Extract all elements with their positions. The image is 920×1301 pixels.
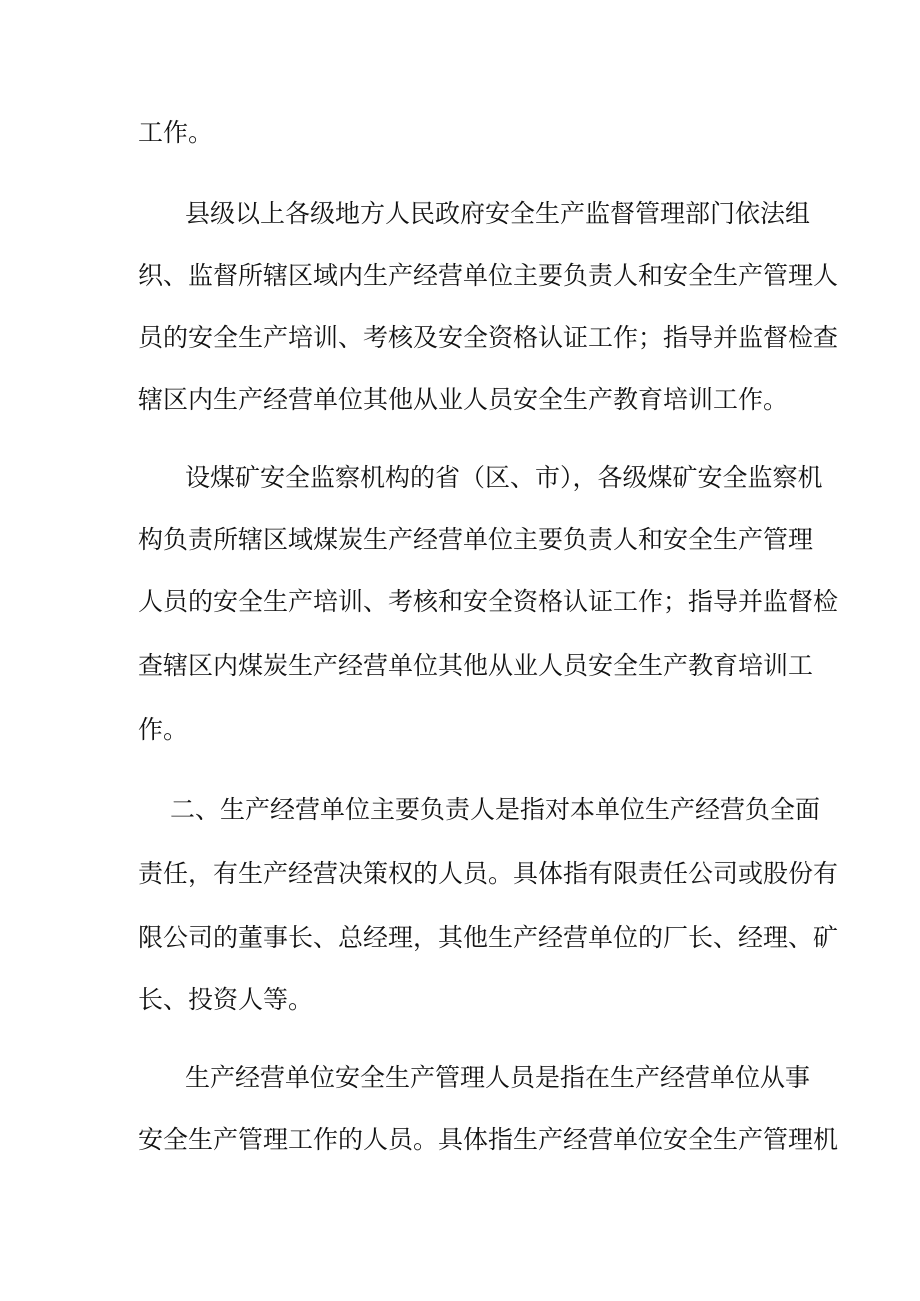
text-line: 构负责所辖区域煤炭生产经营单位主要负责人和安全生产管理 bbox=[138, 525, 814, 554]
text-line: 辖区内生产经营单位其他从业人员安全生产教育培训工作。 bbox=[138, 385, 789, 414]
text-line: 人员的安全生产培训、考核和安全资格认证工作；指导并监督检 bbox=[138, 587, 839, 616]
text-line: 责任，有生产经营决策权的人员。具体指有限责任公司或股份有 bbox=[138, 859, 839, 888]
text-line: 二、生产经营单位主要负责人是指对本单位生产经营负全面 bbox=[170, 795, 821, 824]
text-line: 限公司的董事长、总经理，其他生产经营单位的厂长、经理、矿 bbox=[138, 923, 839, 952]
text-line: 设煤矿安全监察机构的省（区、市），各级煤矿安全监察机 bbox=[185, 463, 823, 492]
text-line: 安全生产管理工作的人员。具体指生产经营单位安全生产管理机 bbox=[138, 1125, 839, 1154]
text-line: 作。 bbox=[138, 715, 189, 744]
text-line: 生产经营单位安全生产管理人员是指在生产经营单位从事 bbox=[185, 1063, 811, 1092]
text-line: 员的安全生产培训、考核及安全资格认证工作；指导并监督检查 bbox=[138, 323, 839, 352]
text-line: 长、投资人等。 bbox=[138, 985, 314, 1014]
text-line: 查辖区内煤炭生产经营单位其他从业人员安全生产教育培训工 bbox=[138, 651, 814, 680]
text-line: 工作。 bbox=[138, 118, 214, 147]
text-line: 县级以上各级地方人民政府安全生产监督管理部门依法组 bbox=[185, 199, 811, 228]
text-line: 织、监督所辖区域内生产经营单位主要负责人和安全生产管理人 bbox=[138, 261, 839, 290]
